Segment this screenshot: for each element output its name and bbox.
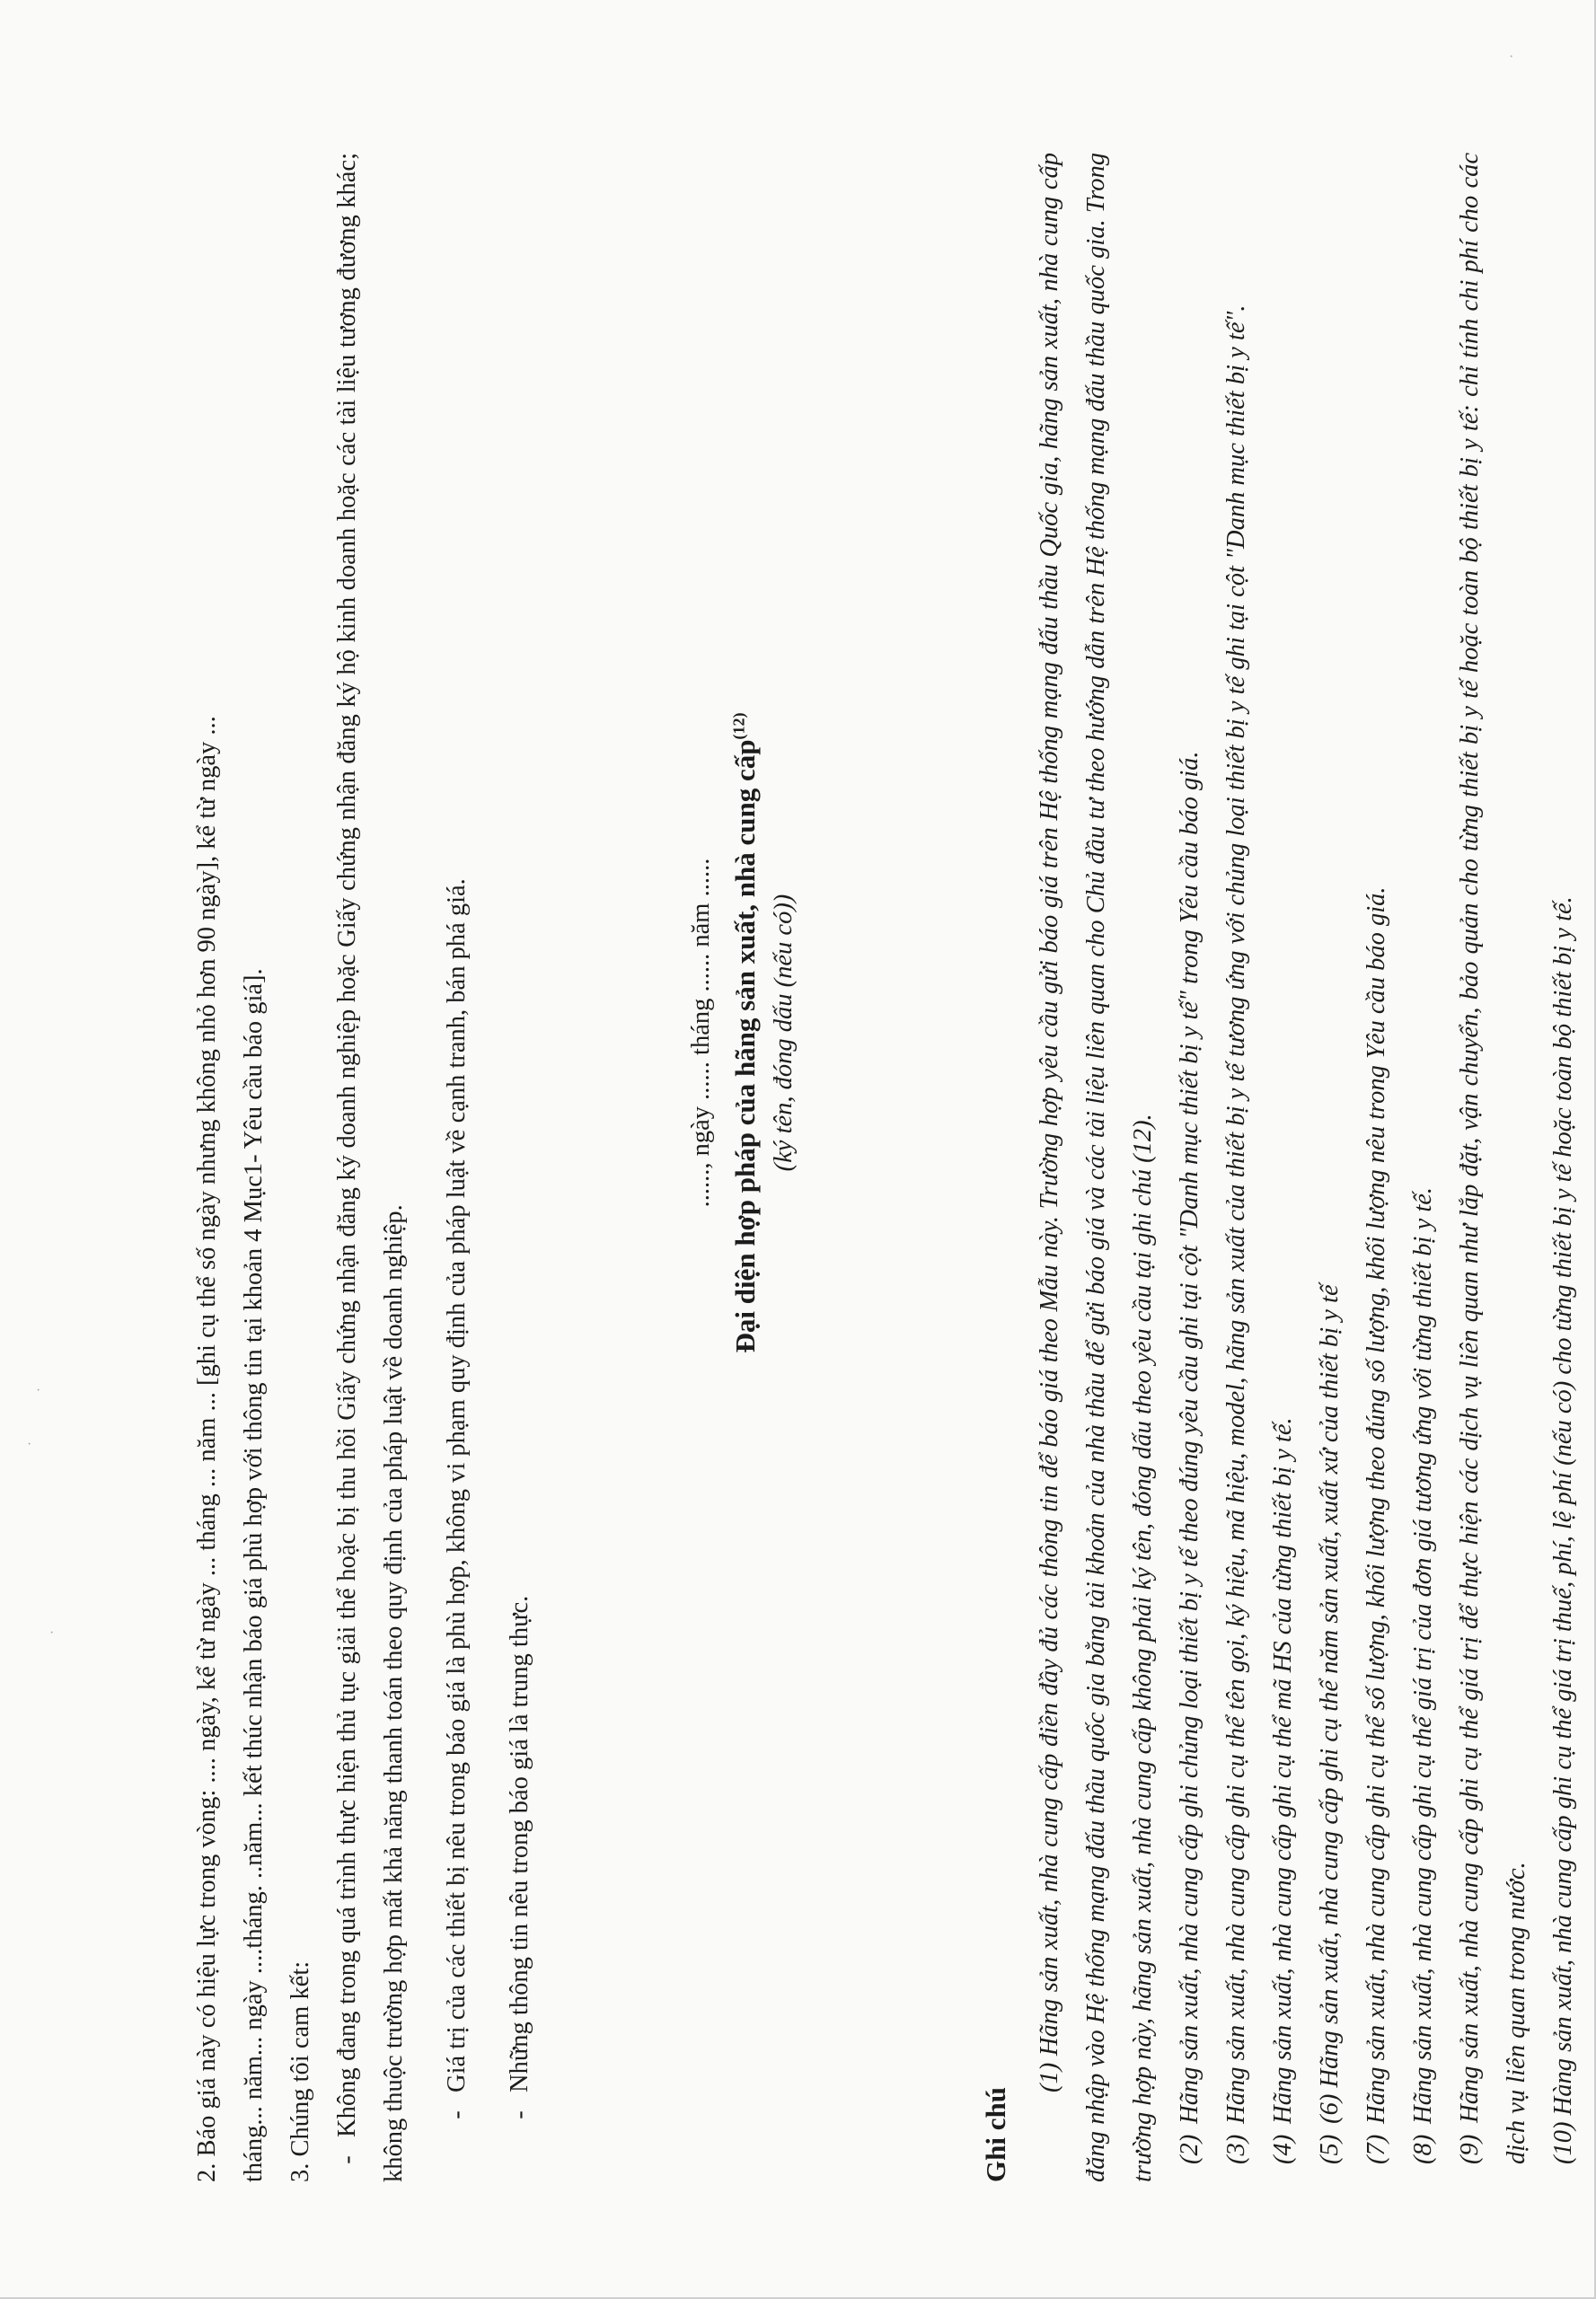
note-5-num: (5) <box>1316 2134 1344 2164</box>
validity-line-2: tháng... năm... ngày ....tháng. ..năm... kết thúc nhận báo giá phù hợp với thông tin tại khoản 4 Mục1- Yêu cầu báo giá]. <box>240 968 268 2182</box>
commit-item-1-text: Không đang trong quá trình thực hiện thủ tục giải thể hoặc bị thu hồi Giấy chứng nhận đăng ký doanh nghiệp hoặc Giấy chứng nhận đăng ký hộ kinh doanh hoặc các tài liệu tương đương khác; không thuộc trường hợp mất khả năng thanh toán theo quy định của pháp luật về doanh nghiệp. <box>333 153 408 2182</box>
commit-item-1 <box>324 153 418 2182</box>
note-8-num: (8) <box>1409 2134 1437 2164</box>
note-4-text: Hãng sản xuất, nhà cung cấp ghi cụ thể mã HS của từng thiết bị y tế. <box>1269 1417 1297 2124</box>
notes-heading: Ghi chú <box>980 2087 1011 2182</box>
commit-heading: 3. Chúng tôi cam kết: <box>287 1960 314 2182</box>
note-9 <box>1447 153 1540 2182</box>
note-1-text: Hãng sản xuất, nhà cung cấp điền đầy đủ các thông tin để báo giá theo Mẫu này. Trường hợp yêu cầu gửi báo giá trên Hệ thống mạng đấu thầu Quốc gia, hãng sản xuất, nhà cung cấp đăng nhập vào Hệ thống mạng đấu thầu quốc gia bằng tài khoản của nhà thầu để gửi báo giá và các tài liệu liên quan cho Chủ đầu tư theo hướng dẫn trên Hệ thống mạng đấu thầu quốc gia. Trong trường hợp này, hãng sản xuất, nhà cung cấp không phải ký tên, đóng dấu theo yêu cầu tại ghi chú (12). <box>1036 153 1157 2182</box>
note-9-num: (9) <box>1456 2134 1484 2164</box>
dash: - <box>506 2110 533 2119</box>
note-3 <box>1213 153 1260 2182</box>
commit-item-2-text: Giá trị của các thiết bị nêu trong báo giá là phù hợp, không vi phạm quy định của pháp luật về cạnh tranh, bán phá giá. <box>443 878 471 2092</box>
scan-speck: · <box>27 1437 32 1452</box>
commit-item-3-text: Những thông tin nêu trong báo giá là trung thực. <box>506 1595 533 2092</box>
note-5-text: (6) Hãng sản xuất, nhà cung cấp ghi cụ thể năm sản xuất, xuất xứ của thiết bị y tế <box>1316 1284 1344 2124</box>
commit-item-3 <box>497 153 543 2182</box>
validity-line-1: 2. Báo giá này có hiệu lực trong vòng: .... ngày, kể từ ngày ... tháng ... năm ... [ghi cụ thể số ngày nhưng không nhỏ hơn 90 ngày], kể từ ngày ... <box>193 716 221 2182</box>
commit-item-2 <box>434 153 481 2182</box>
note-10 <box>1540 153 1587 2182</box>
dash: - <box>443 2110 471 2119</box>
dash: - <box>333 2155 361 2164</box>
note-7-text: Hãng sản xuất, nhà cung cấp ghi cụ thể số lượng, khối lượng theo đúng số lượng, khối lượng nêu trong Yêu cầu báo giá. <box>1362 886 1390 2124</box>
note-10-text: Hàng sản xuất, nhà cung cấp ghi cụ thể giá trị thuế, phí, lệ phí (nếu có) cho từng thiết bị y tế hoặc toàn bộ thiết bị y tế. <box>1549 896 1577 2116</box>
document-page <box>184 153 1577 2182</box>
scan-speck: · <box>49 1625 55 1641</box>
note-4 <box>1260 153 1307 2182</box>
note-7-num: (7) <box>1362 2134 1390 2164</box>
note-7 <box>1354 153 1400 2182</box>
note-2-num: (2) <box>1176 2134 1204 2164</box>
signature-block <box>678 153 802 1913</box>
note-1 <box>1027 153 1167 2182</box>
signature-title <box>725 153 766 1913</box>
signature-title-text: Đại diện hợp pháp của hãng sản xuất, nhà cung cấp <box>729 739 761 1353</box>
note-3-num: (3) <box>1222 2134 1250 2164</box>
note-4-num: (4) <box>1269 2134 1297 2164</box>
scan-speck: · <box>36 1383 41 1398</box>
note-8-text: Hãng sản xuất, nhà cung cấp ghi cụ thể giá trị của đơn giá tương ứng với từng thiết bị y tế. <box>1409 1186 1437 2124</box>
note-8 <box>1400 153 1447 2182</box>
note-9-text: Hãng sản xuất, nhà cung cấp ghi cụ thể giá trị để thực hiện các dịch vụ liên quan như lắp đặt, vận chuyển, bảo quản cho từng thiết bị y tế hoặc toàn bộ thiết bị y tế: chỉ tính chi phí cho các dịch vụ liên quan trong nước. <box>1456 153 1530 2164</box>
note-2 <box>1167 153 1213 2182</box>
note-1-num: (1) <box>1036 2062 1063 2092</box>
note-3-text: Hãng sản xuất, nhà cung cấp ghi cụ thể tên gọi, ký hiệu, mã hiệu, model, hãng sản xuất của thiết bị y tế tương ứng với chủng loại thiết bị y tế ghi tại cột "Danh mục thiết bị y tế". <box>1222 304 1250 2124</box>
signature-subtitle: (ký tên, đóng dấu (nếu có)) <box>770 894 798 1172</box>
signature-title-sup: (12) <box>729 712 748 740</box>
scan-speck: · <box>1509 49 1514 65</box>
note-2-text: Hãng sản xuất, nhà cung cấp ghi chủng loại thiết bị y tế theo đúng yêu cầu ghi tại cột "Danh mục thiết bị y tế" trong Yêu cầu báo giá. <box>1176 751 1204 2124</box>
note-10-num: (10) <box>1549 2121 1577 2164</box>
signature-date: ......, ngày ...... tháng ...... năm ...... <box>687 858 715 1208</box>
note-5 <box>1307 153 1354 2182</box>
